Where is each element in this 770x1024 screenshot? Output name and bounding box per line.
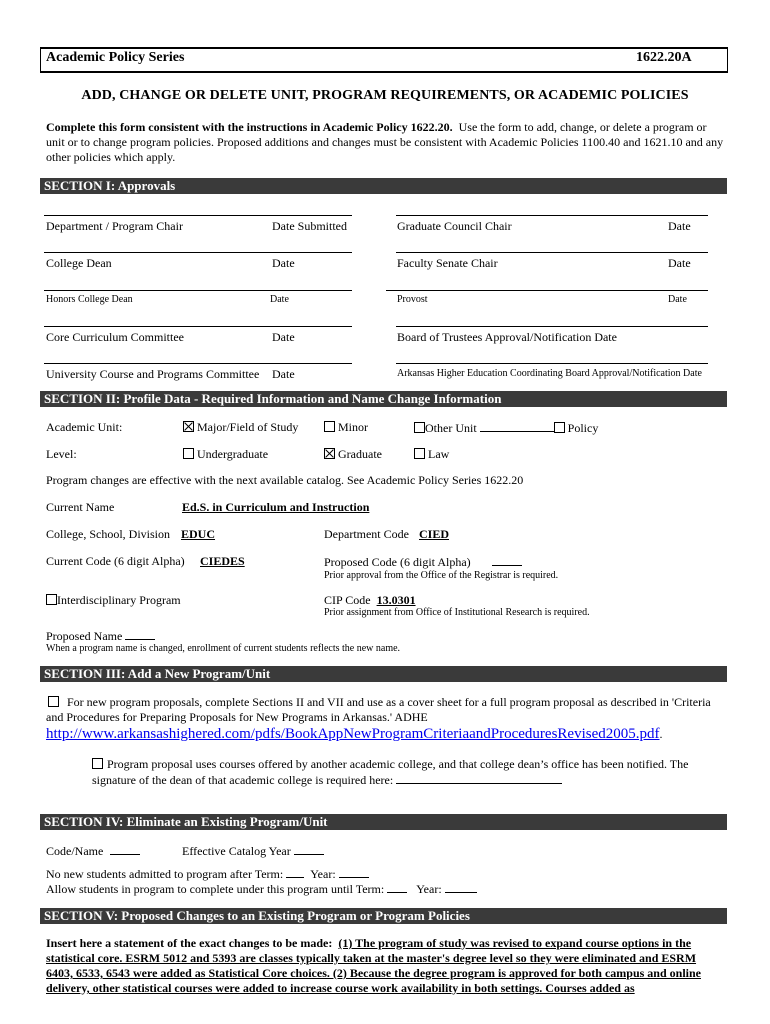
section-3-title: SECTION III: Add a New Program/Unit xyxy=(40,666,274,683)
current-name-label: Current Name xyxy=(46,500,115,514)
checkbox-icon[interactable] xyxy=(414,448,425,459)
change-statement[interactable] xyxy=(46,936,726,996)
sig-label-dept-chair: Department / Program Chair xyxy=(46,219,183,233)
sig-line-faculty-senate[interactable] xyxy=(396,252,708,253)
cip-code-value[interactable]: 13.0301 xyxy=(376,593,416,607)
sig-label-board-trustees: Board of Trustees Approval/Notification Date xyxy=(397,330,617,344)
proposed-code-blank[interactable] xyxy=(492,554,522,566)
section-1-bar xyxy=(40,178,727,194)
level-option-undergraduate[interactable]: Undergraduate xyxy=(183,447,268,462)
checkbox-checked-icon[interactable] xyxy=(324,448,335,459)
dean-signature-blank[interactable] xyxy=(396,772,562,784)
academic-unit-label: Academic Unit: xyxy=(46,420,123,434)
sig-date-core-curriculum: Date xyxy=(272,330,295,344)
sig-date-honors-dean: Date xyxy=(270,294,289,305)
sig-line-dept-chair[interactable] xyxy=(44,215,352,216)
intro-text xyxy=(46,120,726,165)
sig-line-board-trustees[interactable] xyxy=(396,326,708,327)
unit-option-major[interactable]: Major/Field of Study xyxy=(183,420,298,435)
sig-date-ucpc: Date xyxy=(272,367,295,381)
proposed-code-label: Proposed Code (6 digit Alpha) xyxy=(324,554,522,570)
catalog-year-blank[interactable] xyxy=(294,843,324,855)
sig-label-provost: Provost xyxy=(397,294,428,305)
section-5-title: SECTION V: Proposed Changes to an Existing Program or Program Policies xyxy=(40,908,474,925)
sig-line-core-curriculum[interactable] xyxy=(44,326,352,327)
code-name: Code/Name xyxy=(46,843,140,859)
adhe-link[interactable]: http://www.arkansashighered.com/pdfs/BookAppNewProgramCriteriaandProceduresRevised2005.pdf. xyxy=(46,726,663,742)
form-title: ADD, CHANGE OR DELETE UNIT, PROGRAM REQUIREMENTS, OR ACADEMIC POLICIES xyxy=(81,88,689,103)
checkbox-checked-icon[interactable] xyxy=(183,421,194,432)
intro-bold: Complete this form consistent with the instructions in Academic Policy 1622.20. xyxy=(46,120,453,134)
other-unit-blank[interactable] xyxy=(480,420,554,432)
sig-date-college-dean: Date xyxy=(272,256,295,270)
sig-label-college-dean: College Dean xyxy=(46,256,112,270)
change-statement-label: Insert here a statement of the exact changes to be made: xyxy=(46,936,333,950)
college-label: College, School, Division xyxy=(46,527,170,541)
section-4-bar xyxy=(40,814,727,830)
cip-note: Prior assignment from Office of Institutional Research is required. xyxy=(324,607,590,618)
sig-label-honors-dean: Honors College Dean xyxy=(46,294,133,305)
sig-label-grad-council: Graduate Council Chair xyxy=(397,219,512,233)
proposed-name: Proposed Name xyxy=(46,628,155,644)
effective-note: Program changes are effective with the next available catalog. See Academic Policy Series 1622.20 xyxy=(46,473,524,487)
proposed-name-note: When a program name is changed, enrollment of current students reflects the new name. xyxy=(46,643,401,654)
year-blank[interactable] xyxy=(339,866,369,878)
sig-line-grad-council[interactable] xyxy=(396,215,708,216)
current-code-value[interactable]: CIEDES xyxy=(200,554,245,568)
current-name-value[interactable]: Ed.S. in Curriculum and Instruction xyxy=(182,500,370,514)
section-2-title: SECTION II: Profile Data - Required Information and Name Change Information xyxy=(40,391,505,408)
sig-line-honors-dean[interactable] xyxy=(44,290,352,291)
sig-line-college-dean[interactable] xyxy=(44,252,352,253)
allow-year-blank[interactable] xyxy=(445,881,477,893)
sig-line-ucpc[interactable] xyxy=(44,363,352,364)
new-program-text: For new program proposals, complete Sections II and VII and use as a cover sheet for a full program proposal as described in 'Criteria and Procedures for Preparing Proposals for New Programs in Arkansas.' ADHE xyxy=(46,695,711,724)
section-5-bar xyxy=(40,908,727,924)
checkbox-icon[interactable] xyxy=(414,422,425,433)
checkbox-icon[interactable] xyxy=(92,758,103,769)
level-label: Level: xyxy=(46,447,77,461)
proposed-name-blank[interactable] xyxy=(125,628,155,640)
intro-rest: Use the form to add, change, or delete a program or unit or to change program policies. Proposed additions and changes must be consistent with Academic Policies 1100.40 and 1621.10 and any other policies which apply. xyxy=(46,120,724,164)
sig-line-adhe[interactable] xyxy=(396,363,708,364)
section-2-bar xyxy=(40,391,727,407)
term-blank[interactable] xyxy=(286,866,304,878)
dept-code-value[interactable]: CIED xyxy=(419,527,450,541)
no-new-students: No new students admitted to program after Term: Year: xyxy=(46,866,369,882)
section-1-title: SECTION I: Approvals xyxy=(40,178,179,195)
effective-catalog-year: Effective Catalog Year xyxy=(182,843,324,859)
section-3-bar xyxy=(40,666,727,682)
sig-date-grad-council: Date xyxy=(668,219,691,233)
checkbox-icon[interactable] xyxy=(46,594,57,605)
adhe-link-text[interactable]: http://www.arkansashighered.com/pdfs/BookAppNewProgramCriteriaandProceduresRevised2005.pdf xyxy=(46,726,660,742)
unit-option-minor[interactable]: Minor xyxy=(324,420,368,435)
allow-students: Allow students in program to complete under this program until Term: Year: xyxy=(46,881,477,897)
sig-label-faculty-senate: Faculty Senate Chair xyxy=(397,256,498,270)
checkbox-icon[interactable] xyxy=(324,421,335,432)
code-name-blank[interactable] xyxy=(110,843,140,855)
college-value[interactable]: EDUC xyxy=(181,527,216,541)
other-college-text: Program proposal uses courses offered by another academic college, and that college dean’s office has been notified. The signature of the dean of that academic college is required here: xyxy=(92,757,689,787)
sig-label-adhe: Arkansas Higher Education Coordinating Board Approval/Notification Date xyxy=(397,368,702,379)
sig-date-dept-chair: Date Submitted xyxy=(272,219,347,233)
policy-number: 1622.20A xyxy=(636,50,692,65)
section-4-title: SECTION IV: Eliminate an Existing Program/Unit xyxy=(40,814,332,831)
policy-series-label: Academic Policy Series xyxy=(46,50,185,65)
cip-code: CIP Code 13.0301 xyxy=(324,593,416,607)
sig-line-provost[interactable] xyxy=(386,290,708,291)
checkbox-icon[interactable] xyxy=(554,422,565,433)
checkbox-icon[interactable] xyxy=(183,448,194,459)
checkbox-icon[interactable] xyxy=(48,696,59,707)
sig-label-ucpc: University Course and Programs Committee xyxy=(46,367,260,381)
level-option-graduate[interactable]: Graduate xyxy=(324,447,382,462)
proposed-code-note: Prior approval from the Office of the Registrar is required. xyxy=(324,570,559,581)
dept-code-label: Department Code xyxy=(324,527,409,541)
allow-term-blank[interactable] xyxy=(387,881,407,893)
change-statement-value[interactable]: (1) The program of study was revised to expand course options in the statistical core. ESRM 5012 and 5393 are classes typically taken at the master's degree level so they were eliminated and ESRM 6403, 6533, 6543 were added as Statistical Core choices. (2) Because the degree program is approved for both campus and online delivery, other statistical courses were added to increase course work availability in both settings. Courses added as xyxy=(46,936,701,995)
sig-date-faculty-senate: Date xyxy=(668,256,691,270)
sig-date-provost: Date xyxy=(668,294,687,305)
unit-option-other[interactable]: Other Unit Policy xyxy=(414,420,598,436)
sig-label-core-curriculum: Core Curriculum Committee xyxy=(46,330,184,344)
current-code-label: Current Code (6 digit Alpha) xyxy=(46,554,185,568)
interdisciplinary-option[interactable]: Interdisciplinary Program xyxy=(46,593,181,608)
level-option-law[interactable]: Law xyxy=(414,447,449,462)
